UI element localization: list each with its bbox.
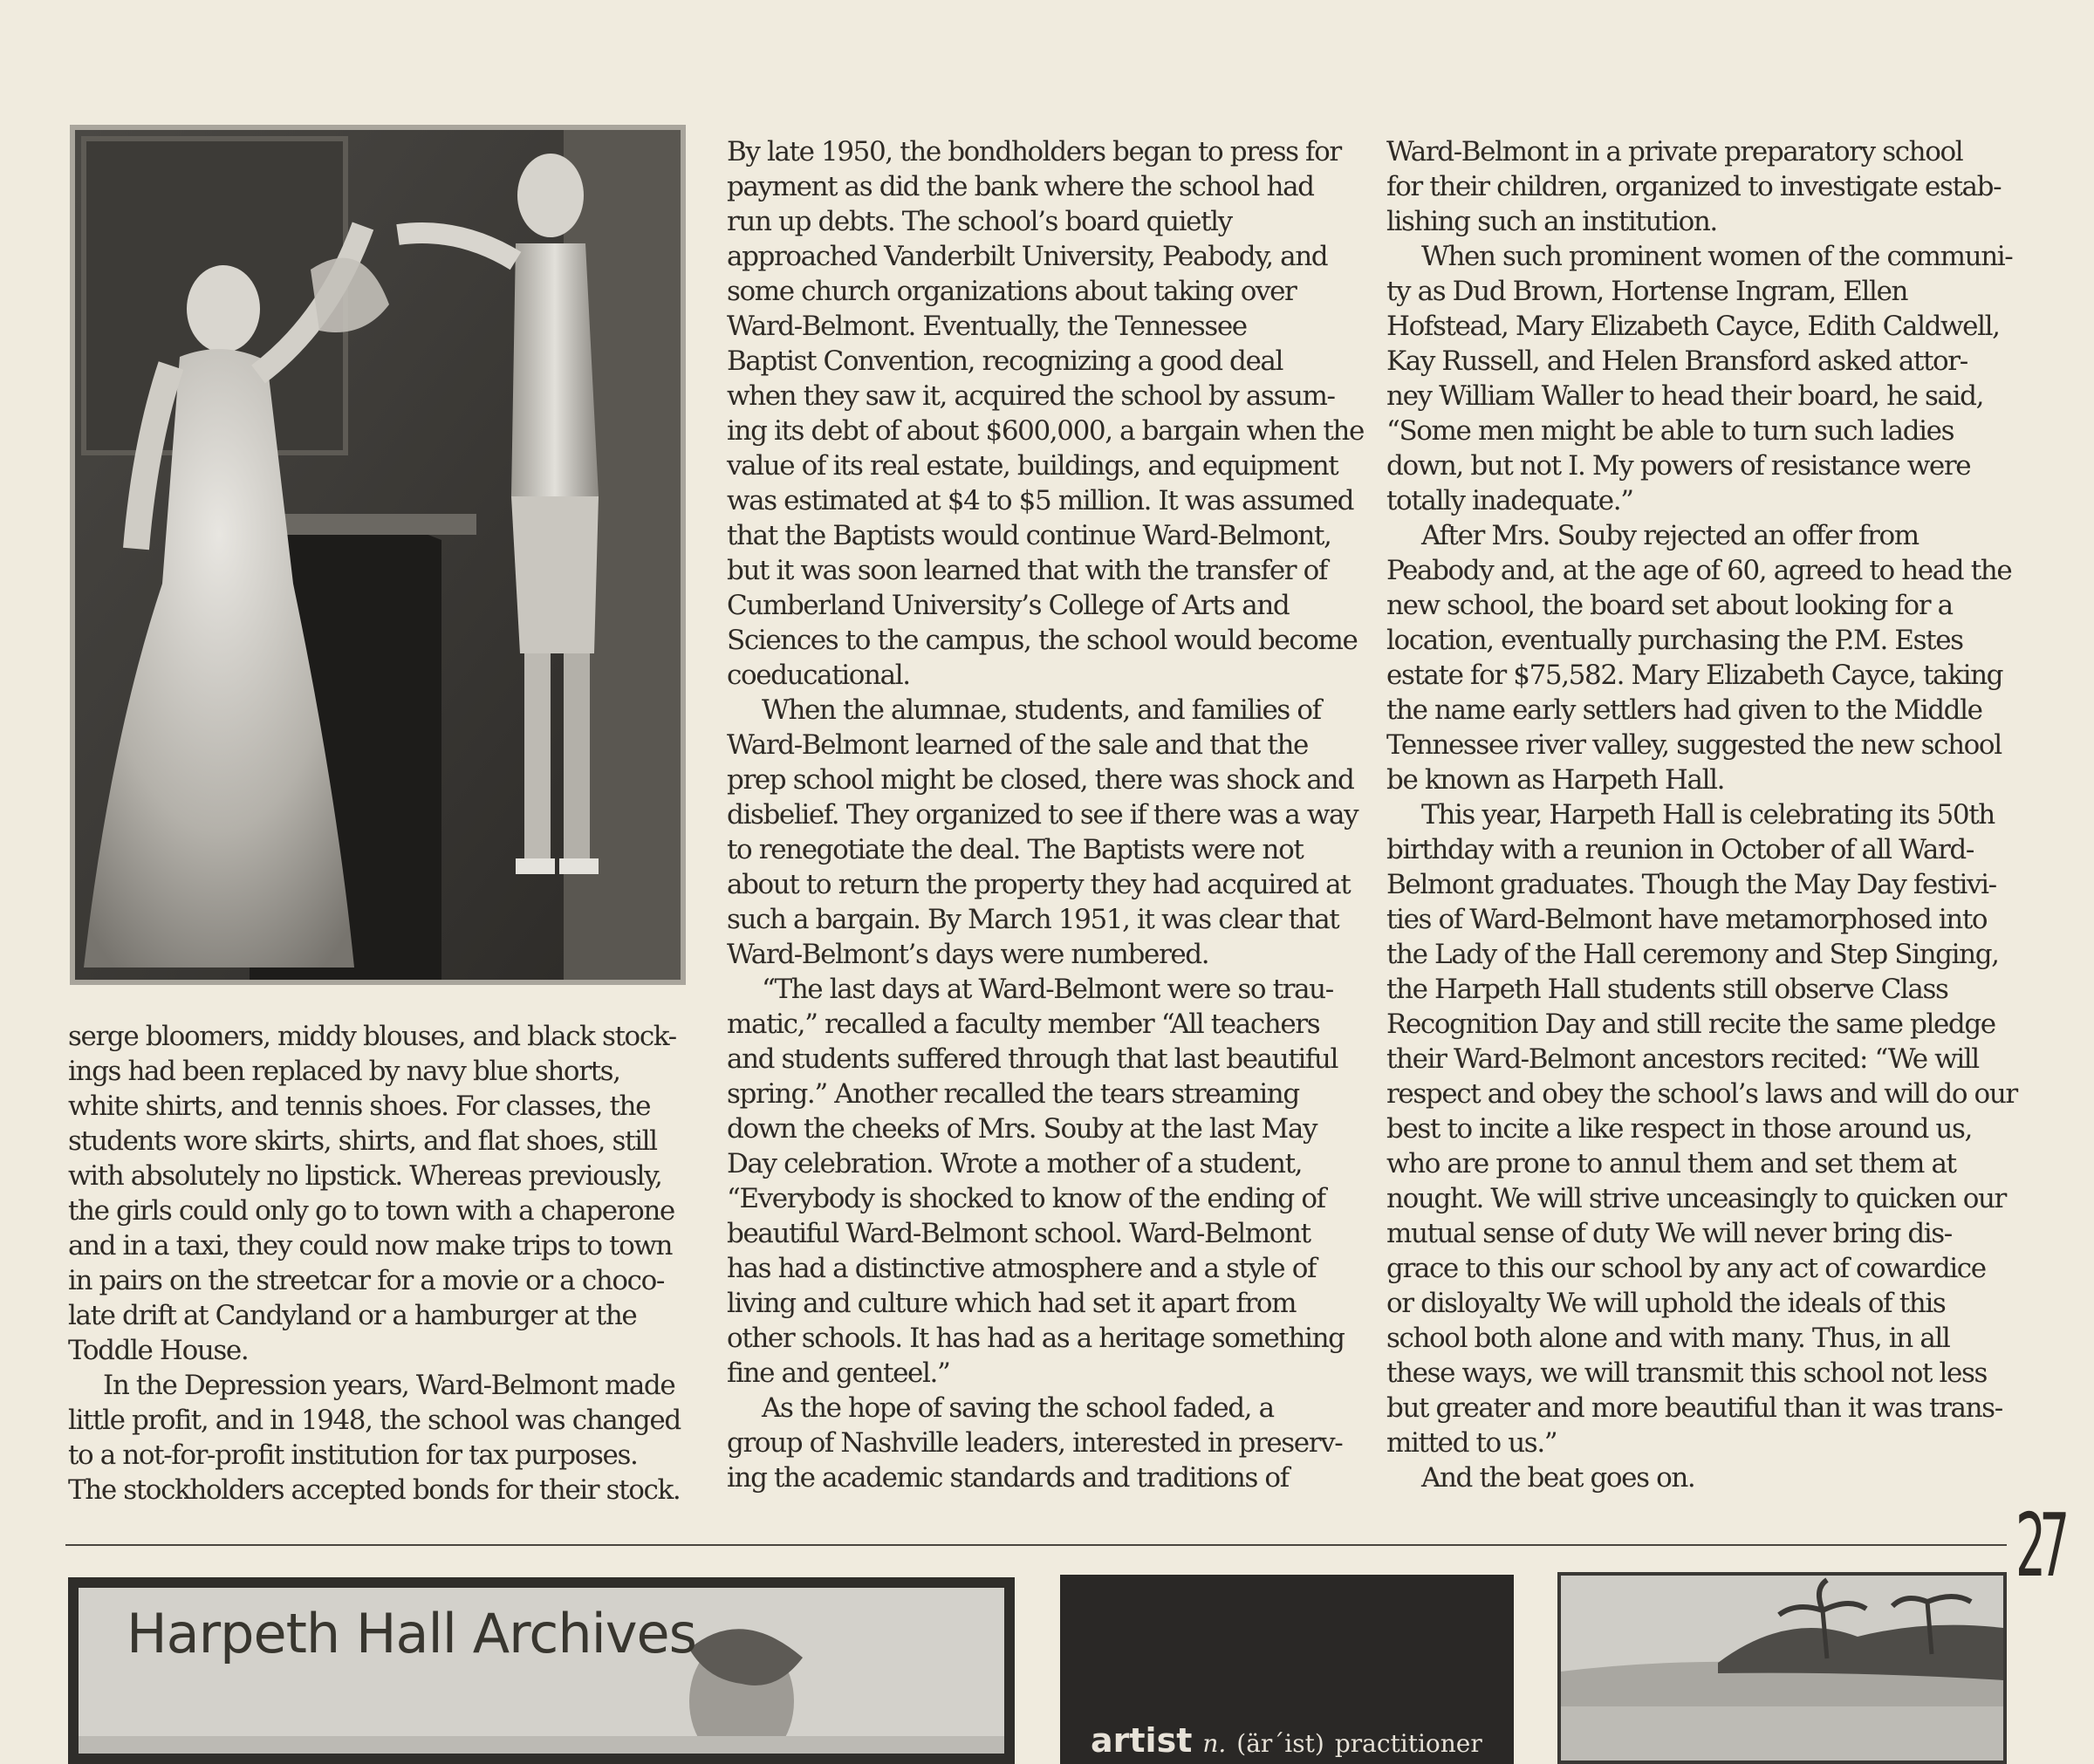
text-line: best to incite a like respect in those around us, <box>1386 1113 1972 1145</box>
text-line: Baptist Convention, recognizing a good deal <box>727 345 1283 377</box>
text-line: to renegotiate the deal. The Baptists were not <box>727 834 1304 865</box>
text-line: respect and obey the school’s laws and will do our <box>1386 1078 2017 1110</box>
beach-advertisement <box>1557 1572 2007 1764</box>
text-line: group of Nashville leaders, interested in preserv- <box>727 1427 1343 1459</box>
text-line: Sciences to the campus, the school would become <box>727 625 1358 656</box>
text-line: with absolutely no lipstick. Whereas previously, <box>68 1160 662 1192</box>
text-line: Ward-Belmont. Eventually, the Tennessee <box>727 311 1247 342</box>
text-line: lishing such an institution. <box>1386 206 1717 237</box>
text-line: ing its debt of about $600,000, a bargain when the <box>727 415 1364 447</box>
text-line: mutual sense of duty We will never bring dis- <box>1386 1218 1952 1249</box>
page-number: 27 <box>2015 1494 2063 1596</box>
text-line: serge bloomers, middy blouses, and black stock- <box>68 1021 676 1052</box>
text-line: to a not-for-profit institution for tax purposes. <box>68 1439 638 1471</box>
text-line: Recognition Day and still recite the same pledge <box>1386 1008 1995 1040</box>
text-line: and in a taxi, they could now make trips to town <box>68 1230 673 1261</box>
text-line: the Lady of the Hall ceremony and Step Singing, <box>1386 939 1999 970</box>
text-line: such a bargain. By March 1951, it was clear that <box>727 904 1339 935</box>
text-line: for their children, organized to investigate estab- <box>1386 171 2002 202</box>
text-line: down, but not I. My powers of resistance were <box>1386 450 1971 482</box>
pronunciation: (är´ist) <box>1236 1729 1324 1758</box>
part-of-speech: n. <box>1202 1729 1227 1758</box>
text-line: school both alone and with many. Thus, in all <box>1386 1323 1950 1354</box>
text-line: birthday with a reunion in October of all Ward- <box>1386 834 1974 865</box>
text-line: beautiful Ward-Belmont school. Ward-Belmont <box>727 1218 1310 1249</box>
text-line: ties of Ward-Belmont have metamorphosed into <box>1386 904 1988 935</box>
text-line: This year, Harpeth Hall is celebrating its 50th <box>1421 799 1995 831</box>
text-line: that the Baptists would continue Ward-Belmont, <box>727 520 1331 551</box>
text-line: value of its real estate, buildings, and equipment <box>727 450 1338 482</box>
text-line: down the cheeks of Mrs. Souby at the last May <box>727 1113 1317 1145</box>
text-line: living and culture which had set it apart from <box>727 1288 1297 1319</box>
text-line: Ward-Belmont’s days were numbered. <box>727 939 1209 970</box>
text-line: run up debts. The school’s board quietly <box>727 206 1232 237</box>
text-line: ing the academic standards and traditions of <box>727 1462 1289 1494</box>
text-line: nought. We will strive unceasingly to quicken our <box>1386 1183 2006 1214</box>
artist-advertisement <box>1060 1575 1514 1764</box>
text-line: By late 1950, the bondholders began to press for <box>727 136 1341 168</box>
text-line: late drift at Candyland or a hamburger at the <box>68 1300 637 1331</box>
text-line: be known as Harpeth Hall. <box>1386 764 1725 796</box>
archives-advertisement <box>68 1577 1015 1764</box>
text-line: payment as did the bank where the school had <box>727 171 1314 202</box>
text-line: ney William Waller to head their board, he said, <box>1386 380 1984 412</box>
text-line: when they saw it, acquired the school by assum- <box>727 380 1335 412</box>
text-line: “The last days at Ward-Belmont were so trau- <box>762 974 1333 1005</box>
text-line: Ward-Belmont learned of the sale and that the <box>727 729 1308 761</box>
text-line: but greater and more beautiful than it was trans- <box>1386 1392 2002 1424</box>
article-column-3 <box>1386 134 2017 1495</box>
text-line: After Mrs. Souby rejected an offer from <box>1421 520 1919 551</box>
text-line: students wore skirts, shirts, and flat shoes, still <box>68 1125 657 1157</box>
article-column-2 <box>727 134 1364 1495</box>
text-line: white shirts, and tennis shoes. For classes, the <box>68 1091 651 1122</box>
text-line: Toddle House. <box>68 1335 249 1366</box>
text-line: has had a distinctive atmosphere and a style of <box>727 1253 1317 1284</box>
text-line: As the hope of saving the school faded, a <box>762 1392 1274 1424</box>
text-line: Day celebration. Wrote a mother of a student, <box>727 1148 1303 1179</box>
text-line: some church organizations about taking over <box>727 276 1297 307</box>
text-line: And the beat goes on. <box>1421 1462 1695 1494</box>
text-line: the name early settlers had given to the Middle <box>1386 694 1982 726</box>
text-line: fine and genteel.” <box>727 1357 950 1389</box>
text-line: little profit, and in 1948, the school was changed <box>68 1405 681 1436</box>
text-line: When the alumnae, students, and families of <box>762 694 1321 726</box>
text-line: Ward-Belmont in a private preparatory school <box>1386 136 1963 168</box>
text-line: Cumberland University’s College of Arts and <box>727 590 1290 621</box>
artist-word: artist <box>1091 1721 1193 1760</box>
text-line: Tennessee river valley, suggested the new school <box>1386 729 2002 761</box>
text-line: matic,” recalled a faculty member “All teachers <box>727 1008 1320 1040</box>
text-line: new school, the board set about looking for a <box>1386 590 1953 621</box>
text-line: disbelief. They organized to see if there was a way <box>727 799 1358 831</box>
text-line: “Some men might be able to turn such ladies <box>1386 415 1954 447</box>
text-line: totally inadequate.” <box>1386 485 1633 516</box>
section-divider <box>65 1544 2007 1546</box>
text-line: was estimated at $4 to $5 million. It was assumed <box>727 485 1354 516</box>
text-line: The stockholders accepted bonds for their stock. <box>68 1474 681 1506</box>
text-line: and students suffered through that last beautiful <box>727 1043 1338 1075</box>
artist-definition <box>1091 1721 1482 1760</box>
text-line: the girls could only go to town with a chaperone <box>68 1195 674 1227</box>
text-line: grace to this our school by any act of cowardice <box>1386 1253 1986 1284</box>
text-line: In the Depression years, Ward-Belmont made <box>103 1370 675 1401</box>
text-line: their Ward-Belmont ancestors recited: “We will <box>1386 1043 1979 1075</box>
photo-of-two-costumed-students-icon <box>75 130 681 980</box>
article-column-1 <box>68 1019 679 1508</box>
text-line: other schools. It has had as a heritage something <box>727 1323 1345 1354</box>
text-line: who are prone to annul them and set them at <box>1386 1148 1956 1179</box>
text-line: these ways, we will transmit this school not less <box>1386 1357 1987 1389</box>
historical-photo <box>70 125 686 985</box>
text-line: about to return the property they had acquired at <box>727 869 1351 900</box>
text-line: Belmont graduates. Though the May Day festivi- <box>1386 869 1996 900</box>
text-line: but it was soon learned that with the transfer of <box>727 555 1327 586</box>
text-line: ty as Dud Brown, Hortense Ingram, Ellen <box>1386 276 1908 307</box>
text-line: Hofstead, Mary Elizabeth Cayce, Edith Caldwell, <box>1386 311 2000 342</box>
text-line: or disloyalty We will uphold the ideals of this <box>1386 1288 1946 1319</box>
text-line: Peabody and, at the age of 60, agreed to head the <box>1386 555 2012 586</box>
text-line: coeducational. <box>727 660 910 691</box>
text-line: estate for $75,582. Mary Elizabeth Cayce, taking <box>1386 660 2003 691</box>
text-line: mitted to us.” <box>1386 1427 1557 1459</box>
definition-start: practitioner <box>1334 1729 1482 1758</box>
text-line: Kay Russell, and Helen Bransford asked attor- <box>1386 345 1967 377</box>
text-line: “Everybody is shocked to know of the ending of <box>727 1183 1325 1214</box>
archives-title: Harpeth Hall Archives <box>127 1602 696 1665</box>
text-line: in pairs on the streetcar for a movie or a choco- <box>68 1265 664 1296</box>
text-line: ings had been replaced by navy blue shorts, <box>68 1056 620 1087</box>
text-line: approached Vanderbilt University, Peabody, and <box>727 241 1328 272</box>
text-line: When such prominent women of the communi- <box>1421 241 2013 272</box>
text-line: prep school might be closed, there was shock and <box>727 764 1354 796</box>
text-line: location, eventually purchasing the P.M. Estes <box>1386 625 1963 656</box>
text-line: the Harpeth Hall students still observe Class <box>1386 974 1948 1005</box>
tropical-beach-photo-icon <box>1561 1576 2003 1761</box>
text-line: spring.” Another recalled the tears streaming <box>727 1078 1299 1110</box>
